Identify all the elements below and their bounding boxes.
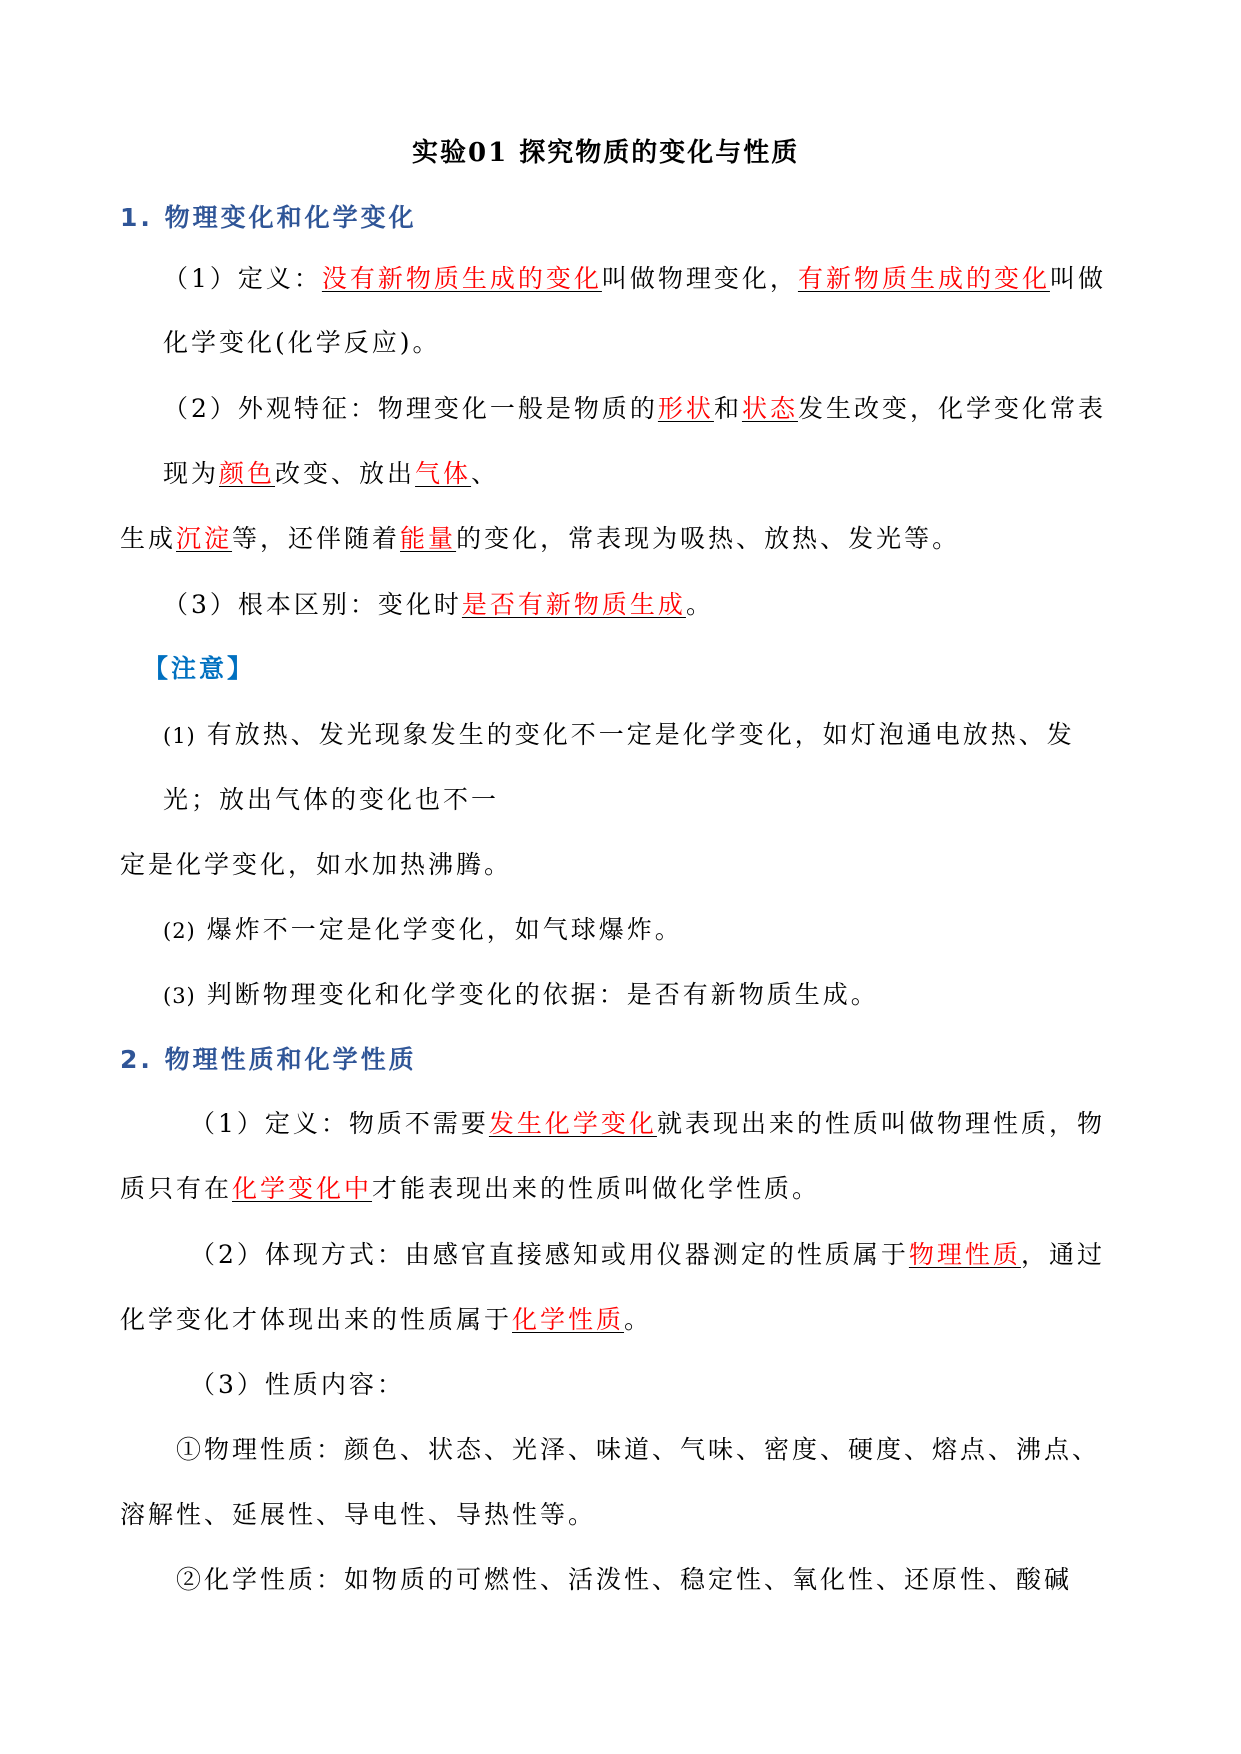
- note-number: (1): [163, 724, 196, 748]
- answer-blank: 没有新物质生成的变化: [321, 264, 602, 293]
- text: 质只有在: [120, 1174, 233, 1203]
- property-definition-line-2: [120, 1172, 820, 1206]
- fundamental-difference-line: [163, 588, 714, 622]
- text: ，通过: [1020, 1240, 1105, 1269]
- text: 。: [685, 590, 714, 619]
- property-way-line-2: [120, 1303, 652, 1337]
- text: 判断物理变化和化学变化的依据：是否有新物质生成。: [195, 980, 879, 1009]
- physical-property-line-1: ①物理性质：颜色、状态、光泽、味道、气味、密度、硬度、熔点、沸点、: [176, 1435, 1101, 1464]
- answer-blank: 有新物质生成的变化: [797, 264, 1050, 293]
- answer-blank: 化学性质: [512, 1305, 625, 1334]
- property-definition-line-1: [190, 1107, 1105, 1141]
- definition-line-2: 化学变化(化学反应)。: [163, 328, 441, 357]
- text: 叫做物理变化，: [601, 264, 798, 293]
- text: （1）定义：物质不需要: [190, 1109, 489, 1138]
- text: 等，还伴随着: [232, 524, 401, 553]
- definition-line-1: [163, 262, 1106, 296]
- text: （2）外观特征：物理变化一般是物质的: [163, 394, 658, 423]
- answer-blank: 形状: [657, 394, 714, 423]
- text: 、: [471, 459, 500, 488]
- answer-blank: 颜色: [219, 459, 276, 488]
- answer-blank: 发生化学变化: [488, 1109, 657, 1138]
- text: 发生改变，化学变化常表: [797, 394, 1106, 423]
- property-way-line-1: [190, 1238, 1105, 1272]
- text: 就表现出来的性质叫做物理性质，物: [656, 1109, 1105, 1138]
- text: 的变化，常表现为吸热、放热、发光等。: [456, 524, 961, 553]
- section-heading-physical-chemical-change: 1. 物理变化和化学变化: [120, 203, 417, 232]
- text: 化学变化才体现出来的性质属于: [120, 1305, 513, 1334]
- answer-blank: 沉淀: [176, 524, 233, 553]
- text: 。: [624, 1305, 653, 1334]
- answer-blank: 化学变化中: [232, 1174, 373, 1203]
- section-heading-physical-chemical-property: 2. 物理性质和化学性质: [120, 1045, 417, 1074]
- text: 改变、放出: [275, 459, 416, 488]
- text: 叫做: [1049, 264, 1106, 293]
- text: （3）根本区别：变化时: [163, 590, 462, 619]
- text: （1）定义：: [163, 264, 322, 293]
- text: 有放热、发光现象发生的变化不一定是化学变化，如灯泡通电放热、发: [195, 720, 1075, 749]
- answer-blank: 气体: [415, 459, 472, 488]
- feature-line-2: [163, 457, 499, 491]
- feature-line-1: [163, 392, 1106, 426]
- text: 爆炸不一定是化学变化，如气球爆炸。: [195, 915, 683, 944]
- note-item-3: [163, 978, 879, 1013]
- answer-blank: 物理性质: [908, 1240, 1021, 1269]
- property-content-heading: （3）性质内容：: [190, 1370, 405, 1399]
- text: 生成: [120, 524, 177, 553]
- note-number: (3): [163, 984, 196, 1008]
- answer-blank: 状态: [741, 394, 798, 423]
- note-heading: 【注意】: [143, 654, 256, 683]
- chemical-property-line-1: ②化学性质：如物质的可燃性、活泼性、稳定性、氧化性、还原性、酸碱: [176, 1565, 1073, 1594]
- note-number: (2): [163, 919, 196, 943]
- feature-line-3: [120, 522, 960, 556]
- physical-property-line-2: 溶解性、延展性、导电性、导热性等。: [120, 1500, 597, 1529]
- text: （2）体现方式：由感官直接感知或用仪器测定的性质属于: [190, 1240, 909, 1269]
- answer-blank: 是否有新物质生成: [461, 590, 686, 619]
- text: 才能表现出来的性质叫做化学性质。: [372, 1174, 821, 1203]
- text: 现为: [163, 459, 220, 488]
- text: 和: [713, 394, 742, 423]
- document-title: 实验01 探究物质的变化与性质: [412, 138, 800, 168]
- note-item-1-line-3: 定是化学变化，如水加热沸腾。: [120, 850, 513, 879]
- note-item-2: [163, 913, 683, 948]
- note-item-1-line-2: 光；放出气体的变化也不一: [163, 785, 500, 814]
- answer-blank: 能量: [400, 524, 457, 553]
- note-item-1-line-1: [163, 718, 1075, 753]
